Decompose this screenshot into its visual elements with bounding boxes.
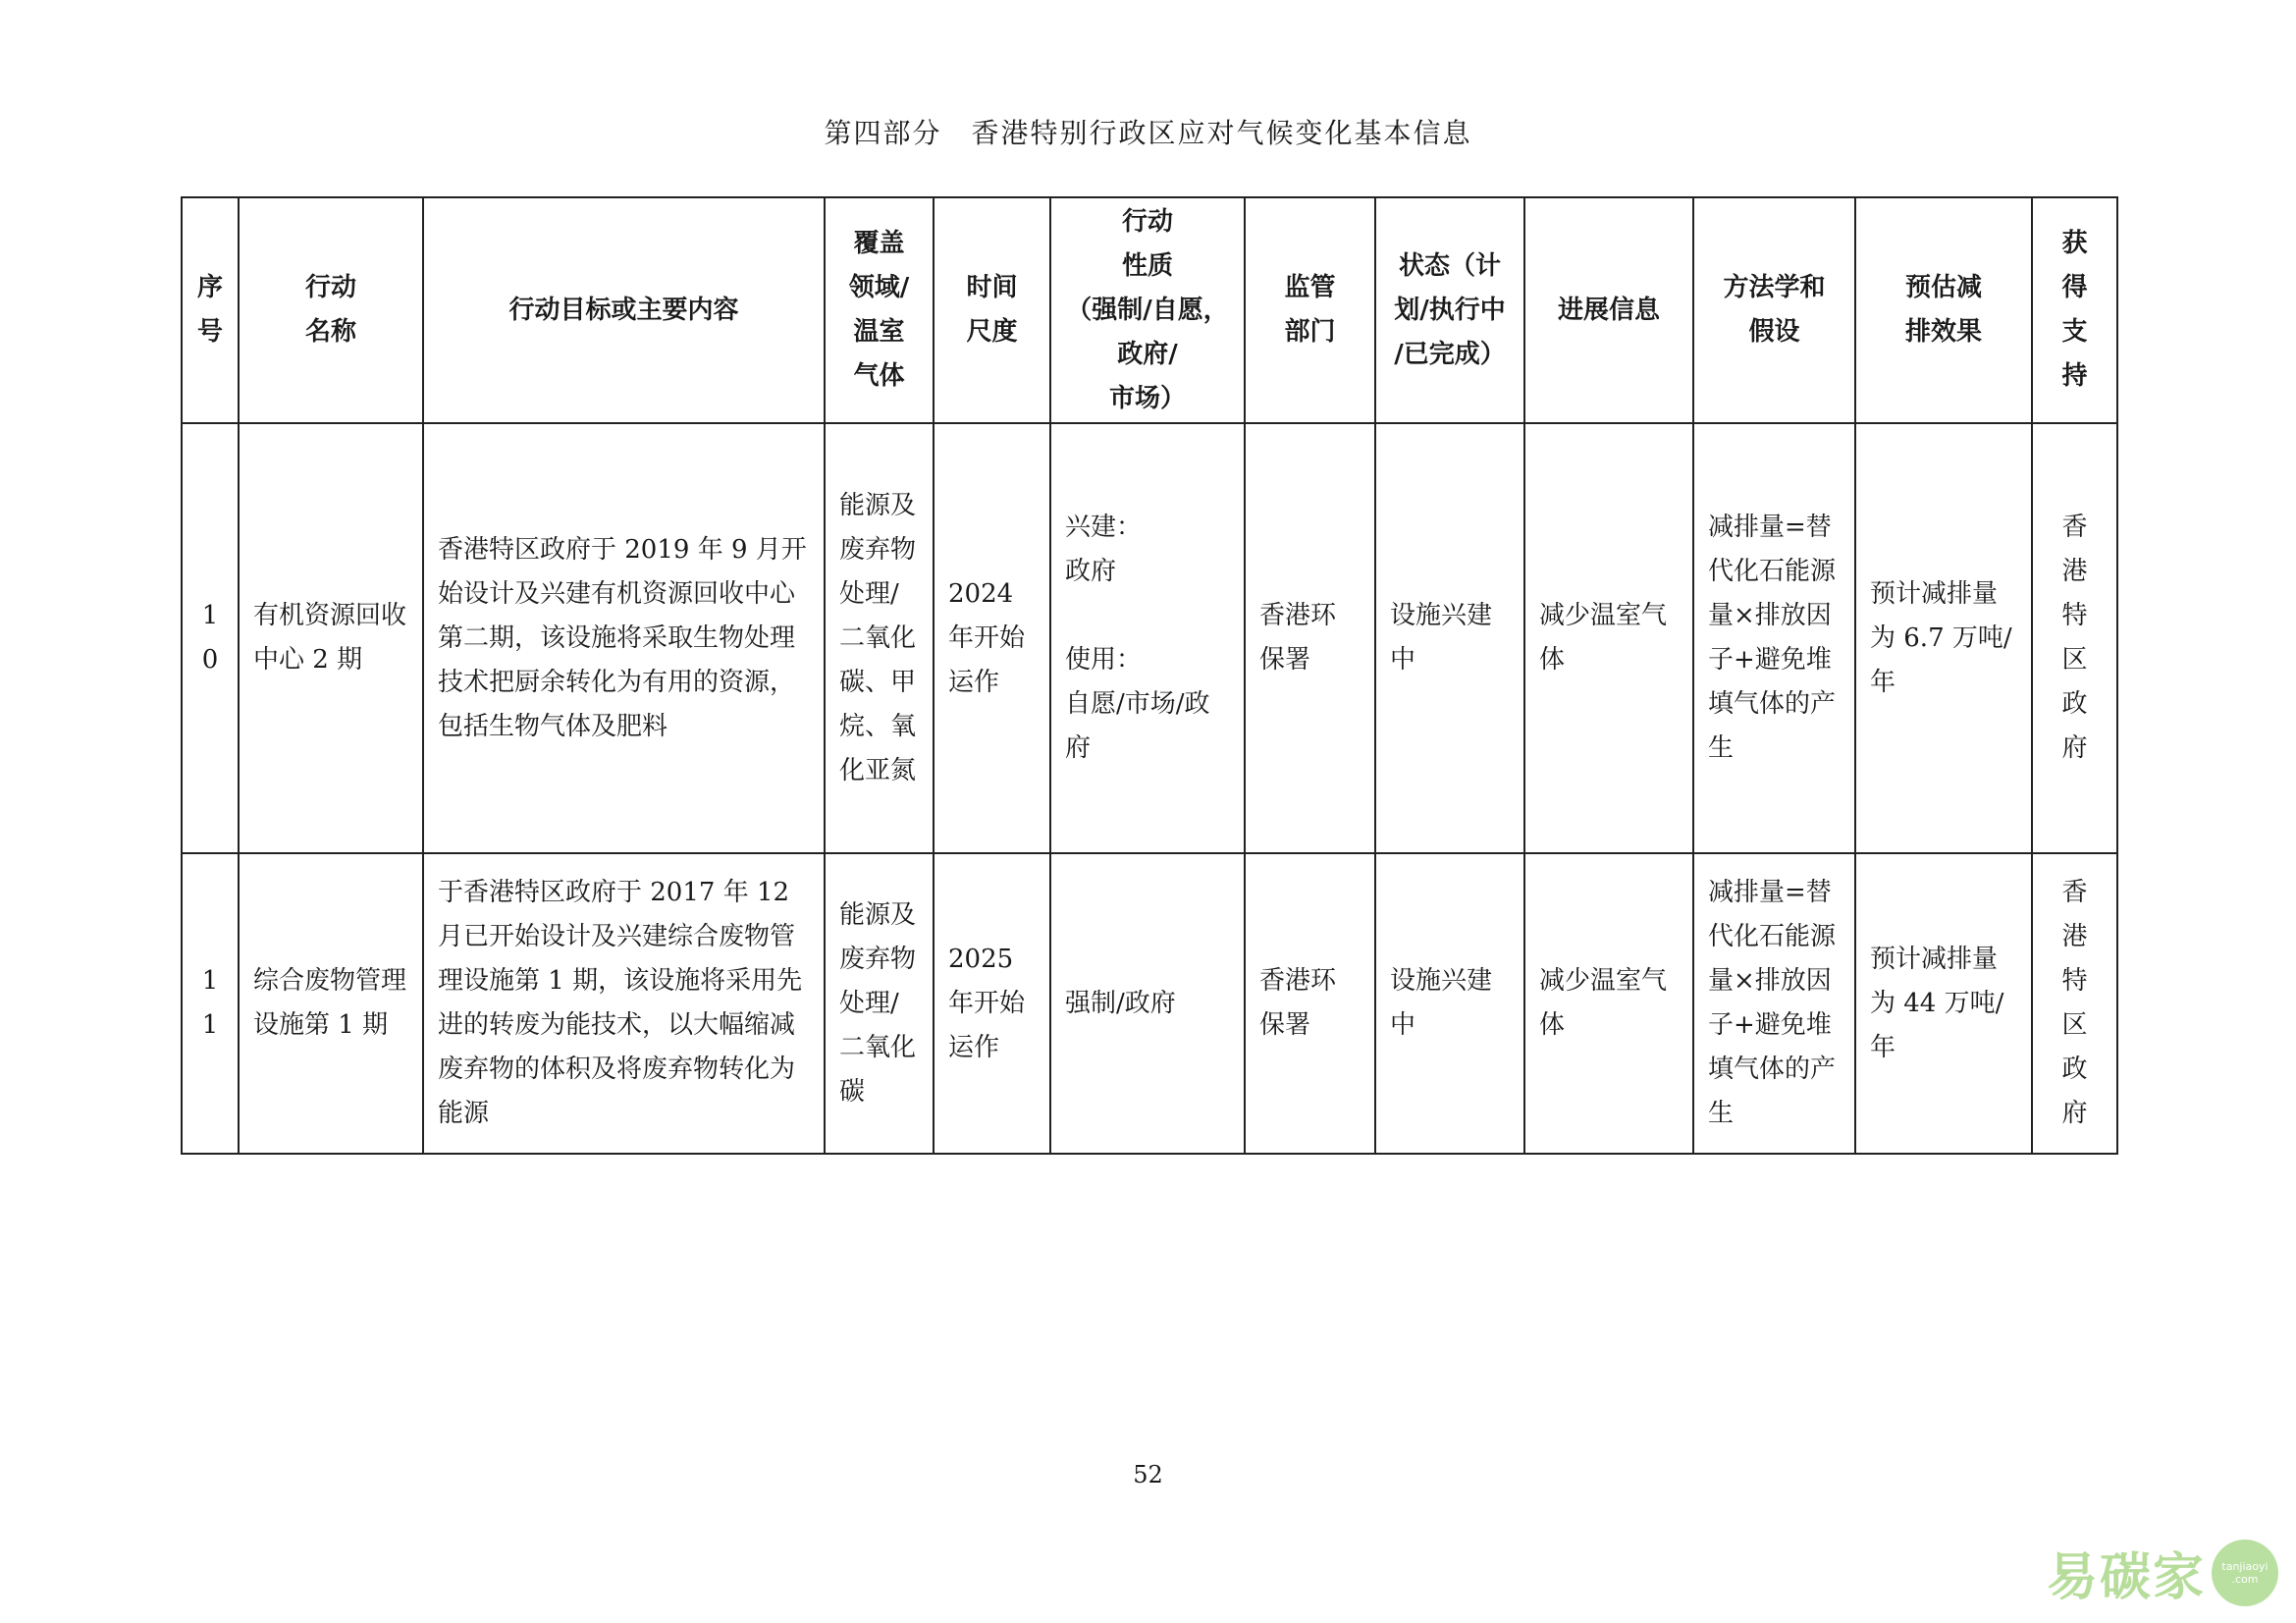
cell-status: 设施兴建中 (1375, 423, 1524, 853)
page-title: 第四部分 香港特别行政区应对气候变化基本信息 (824, 117, 1472, 149)
header-seq: 序 号 (182, 197, 239, 423)
cell-progress: 减少温室气体 (1524, 423, 1693, 853)
header-effect: 预估减 排效果 (1855, 197, 2032, 423)
page-number: 52 (1133, 1461, 1163, 1488)
cell-content: 于香港特区政府于 2017 年 12 月已开始设计及兴建综合废物管理设施第 1 期，该设施将采用先进的转废为能技术，以大幅缩减废弃物的体积及将废弃物转化为能源 (423, 853, 825, 1154)
climate-actions-table (181, 196, 2118, 1155)
cell-method: 减排量=替代化石能源量×排放因子+避免堆填气体的产生 (1693, 423, 1855, 853)
cell-name: 有机资源回收中心 2 期 (239, 423, 423, 853)
cell-method: 减排量=替代化石能源量×排放因子+避免堆填气体的产生 (1693, 853, 1855, 1154)
watermark-logo (2047, 1536, 2278, 1609)
cell-support: 香 港 特 区 政 府 (2032, 423, 2117, 853)
cell-nature: 强制/政府 (1050, 853, 1245, 1154)
cell-support: 香 港 特 区 政 府 (2032, 853, 2117, 1154)
cell-effect: 预计减排量为 44 万吨/年 (1855, 853, 2032, 1154)
header-coverage: 覆盖 领域/ 温室 气体 (825, 197, 934, 423)
header-status: 状态（计 划/执行中 /已完成） (1375, 197, 1524, 423)
cell-effect: 预计减排量为 6.7 万吨/年 (1855, 423, 2032, 853)
watermark-text: 易碳家 (2046, 1548, 2206, 1607)
cell-name: 综合废物管理设施第 1 期 (239, 853, 423, 1154)
header-time: 时间 尺度 (934, 197, 1050, 423)
cell-seq: 11 (182, 853, 239, 1154)
header-progress: 进展信息 (1524, 197, 1693, 423)
cell-dept: 香港环保署 (1245, 853, 1375, 1154)
header-dept: 监管 部门 (1245, 197, 1375, 423)
header-support: 获 得 支 持 (2032, 197, 2117, 423)
cell-seq: 10 (182, 423, 239, 853)
header-method: 方法学和 假设 (1693, 197, 1855, 423)
header-content: 行动目标或主要内容 (423, 197, 825, 423)
table-row (182, 853, 2117, 1154)
cell-coverage: 能源及废弃物处理/二氧化碳、甲烷、氧化亚氮 (825, 423, 934, 853)
cell-dept: 香港环保署 (1245, 423, 1375, 853)
header-nature: 行动 性质 （强制/自愿， 政府/ 市场） (1050, 197, 1245, 423)
watermark-badge-icon (2212, 1540, 2278, 1606)
watermark-badge-line2: .com (2231, 1572, 2259, 1586)
cell-nature: 兴建： 政府 使用： 自愿/市场/政府 (1050, 423, 1245, 853)
header-row (182, 197, 2117, 423)
cell-progress: 减少温室气体 (1524, 853, 1693, 1154)
cell-content: 香港特区政府于 2019 年 9 月开始设计及兴建有机资源回收中心第二期，该设施将采取生物处理技术把厨余转化为有用的资源，包括生物气体及肥料 (423, 423, 825, 853)
table-row (182, 423, 2117, 853)
cell-status: 设施兴建中 (1375, 853, 1524, 1154)
watermark-badge-line1: tanjiaoyi (2221, 1559, 2269, 1573)
cell-time: 2025 年开始运作 (934, 853, 1050, 1154)
cell-coverage: 能源及废弃物处理/二氧化碳 (825, 853, 934, 1154)
header-name: 行动 名称 (239, 197, 423, 423)
cell-time: 2024 年开始运作 (934, 423, 1050, 853)
